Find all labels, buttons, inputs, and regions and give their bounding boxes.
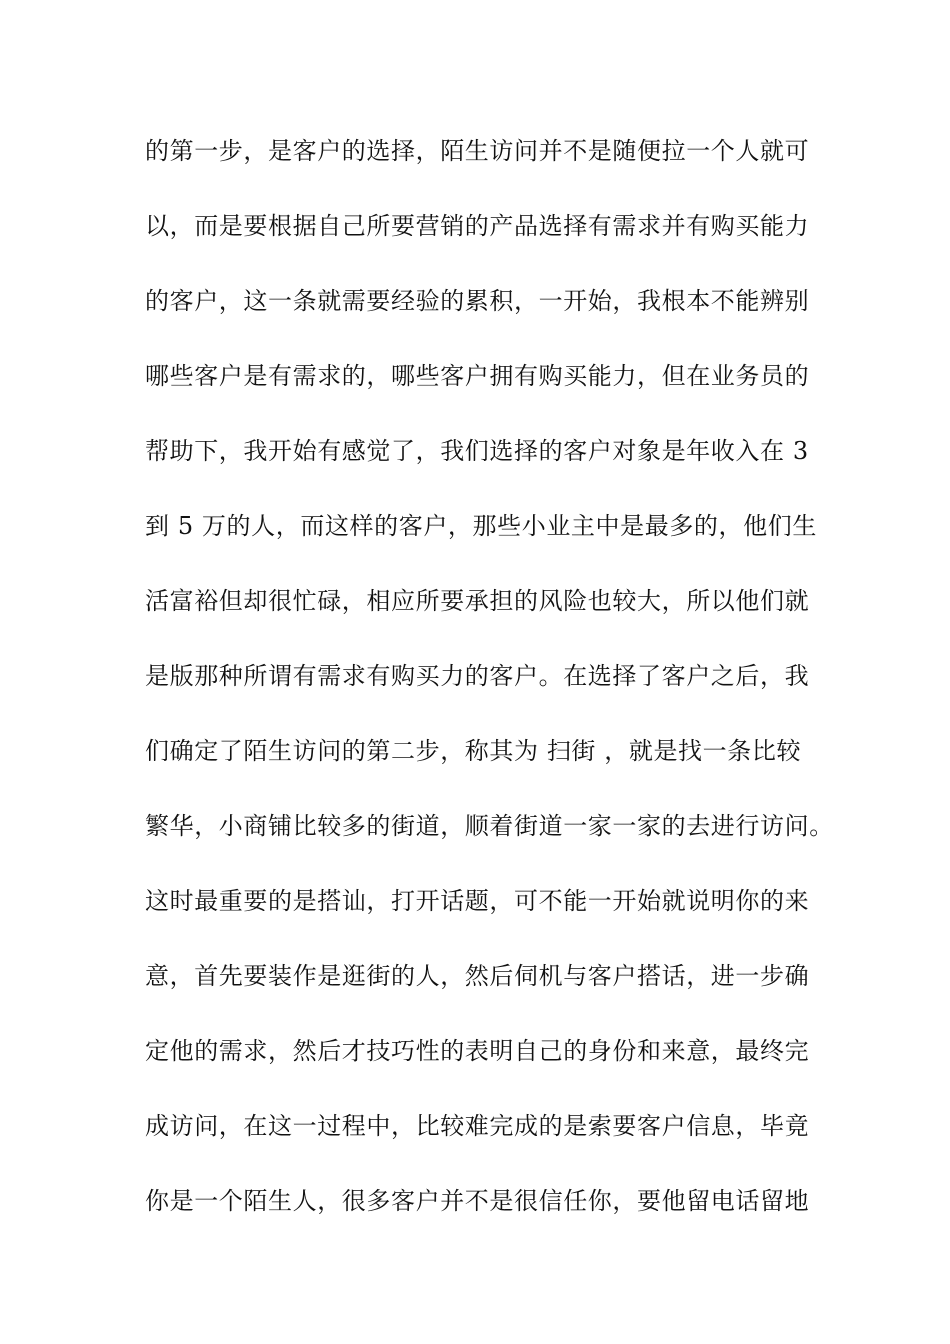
text-line: 哪些客户是有需求的，哪些客户拥有购买能力，但在业务员的	[145, 362, 810, 390]
text-line: 这时最重要的是搭讪，打开话题，可不能一开始就说明你的来	[145, 887, 810, 915]
text-line: 你是一个陌生人，很多客户并不是很信任你，要他留电话留地	[145, 1187, 810, 1215]
text-line: 的第一步，是客户的选择，陌生访问并不是随便拉一个人就可	[145, 137, 810, 165]
text-line: 活富裕但却很忙碌，相应所要承担的风险也较大，所以他们就	[145, 587, 810, 615]
text-line: 到 5 万的人，而这样的客户，那些小业主中是最多的，他们生	[145, 512, 817, 540]
text-line: 帮助下，我开始有感觉了，我们选择的客户对象是年收入在 3	[145, 437, 809, 465]
text-line: 以，而是要根据自己所要营销的产品选择有需求并有购买能力	[145, 212, 810, 240]
text-line: 是版那种所谓有需求有购买力的客户。在选择了客户之后，我	[145, 662, 810, 690]
text-line: 的客户，这一条就需要经验的累积，一开始，我根本不能辨别	[145, 287, 810, 315]
text-line: 定他的需求，然后才技巧性的表明自己的身份和来意，最终完	[145, 1037, 810, 1065]
body-text	[145, 128, 834, 1253]
text-line: 繁华，小商铺比较多的街道，顺着街道一家一家的去进行访问。	[145, 812, 834, 840]
text-line: 意，首先要装作是逛街的人，然后伺机与客户搭话，进一步确	[145, 962, 810, 990]
text-line: 们确定了陌生访问的第二步，称其为 扫街 ，就是找一条比较	[145, 737, 802, 765]
text-line: 成访问，在这一过程中，比较难完成的是索要客户信息，毕竟	[145, 1112, 810, 1140]
